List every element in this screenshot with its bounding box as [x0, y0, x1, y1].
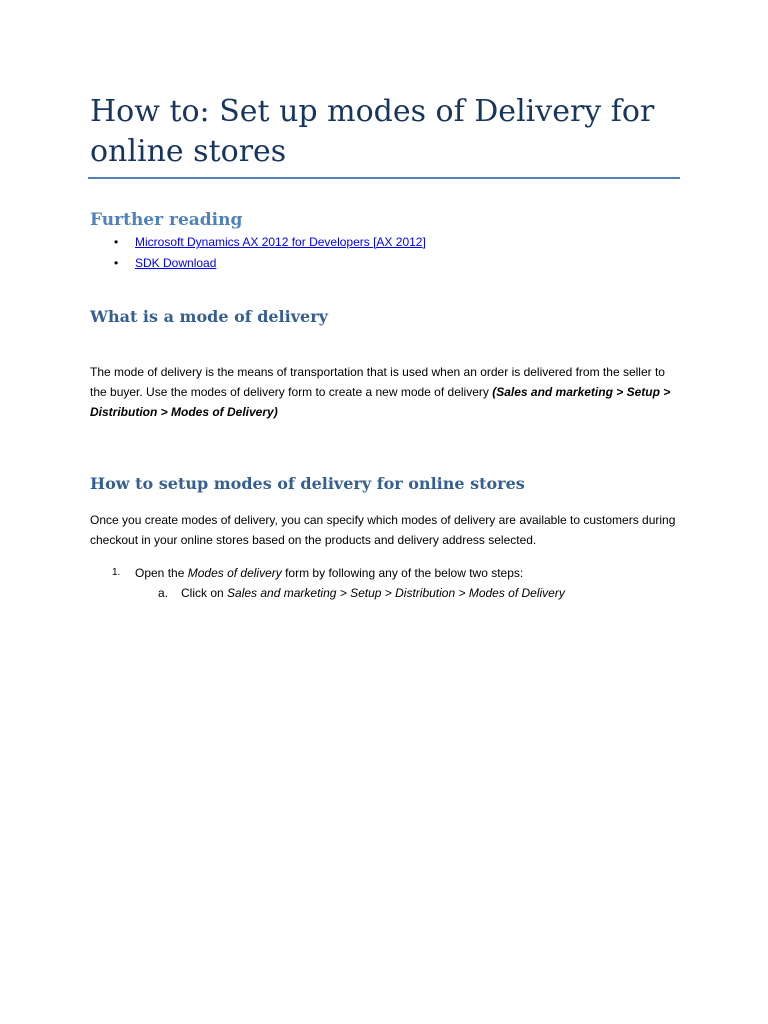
step-letter: a. [158, 586, 169, 600]
step-text [181, 584, 565, 602]
section1-text: The mode of delivery is the means of transportation that is used when an order is delivered from the seller to the buyer. Use the modes of delivery form to create a new mode of delivery [90, 365, 665, 399]
link-ax2012-developers[interactable]: Microsoft Dynamics AX 2012 for Developers [AX 2012] [135, 235, 426, 249]
page-title: How to: Set up modes of Delivery for online stores [90, 94, 655, 169]
further-reading-heading: Further reading [90, 210, 243, 230]
step-menu-path: Sales and marketing > Setup > Distribution > Modes of Delivery [227, 586, 565, 600]
list-item [90, 233, 426, 254]
section-heading-what-is-mode: What is a mode of delivery [90, 307, 328, 326]
title-divider [88, 177, 680, 179]
section2-paragraph: Once you create modes of delivery, you can specify which modes of delivery are available to customers during checkout in your online stores based on the products and delivery address selected. [90, 513, 676, 547]
bullet-icon: • [114, 235, 119, 249]
section-heading-how-to-setup: How to setup modes of delivery for online stores [90, 474, 525, 493]
section1-paragraph [90, 362, 680, 422]
step-text-prefix: Click on [181, 586, 228, 600]
section1-menu-path: (Sales and marketing > Setup > Distribution > Modes of Delivery) [90, 385, 671, 419]
step-form-name: Modes of delivery [187, 566, 282, 580]
further-reading-list [90, 233, 426, 275]
bullet-icon: • [114, 256, 119, 270]
step-text [135, 564, 523, 582]
list-item [90, 254, 426, 275]
link-sdk-download[interactable]: SDK Download [135, 256, 217, 270]
step-text-suffix: form by following any of the below two steps: [281, 566, 524, 580]
step-number: 1. [112, 567, 121, 578]
step-text-prefix: Open the [135, 566, 188, 580]
